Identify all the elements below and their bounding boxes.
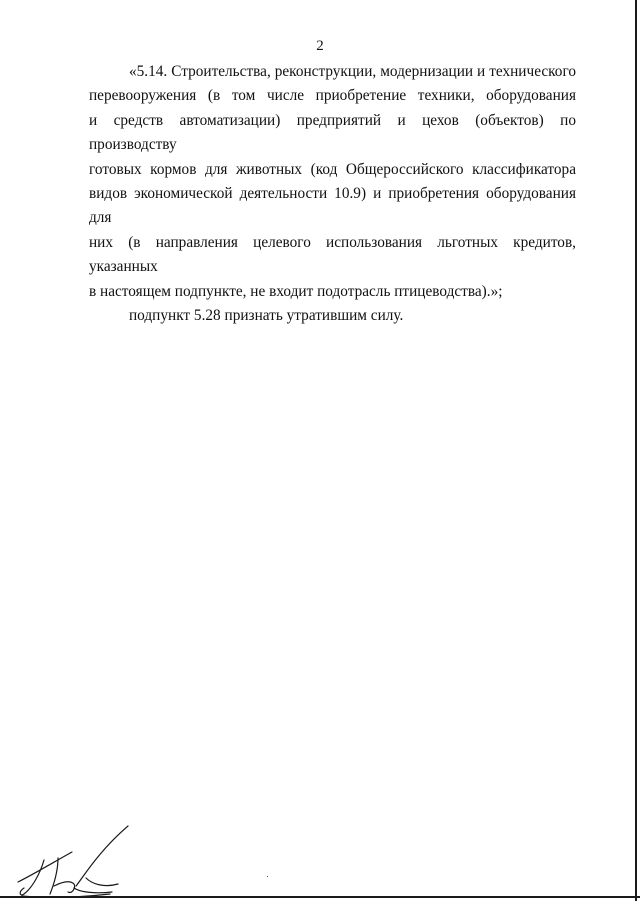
paragraph-line: перевооружения (в том числе приобретение техники, оборудования: [89, 87, 576, 105]
document-body: [89, 60, 576, 328]
paragraph-5-14: [89, 60, 576, 304]
page-number: 2: [316, 38, 324, 54]
scan-edge-right: [635, 0, 637, 901]
paragraph-line: «5.14. Строительства, реконструкции, модернизации и технического: [129, 63, 576, 80]
paragraph-5-28: подпункт 5.28 признать утратившим силу.: [129, 307, 404, 325]
paragraph-line: видов экономической деятельности 10.9) и приобретения оборудования для: [89, 185, 576, 227]
scan-speck: [267, 876, 268, 877]
paragraph-line: в настоящем подпункте, не входит подотрасль птицеводства).»;: [89, 282, 503, 300]
handwritten-signature-icon: [14, 822, 134, 900]
paragraph-line: них (в направления целевого использования льготных кредитов, указанных: [89, 233, 576, 276]
paragraph-line: готовых кормов для животных (код Общероссийского классификатора: [89, 160, 576, 178]
paragraph-line: и средств автоматизации) предприятий и цехов (объектов) по производству: [89, 111, 576, 154]
